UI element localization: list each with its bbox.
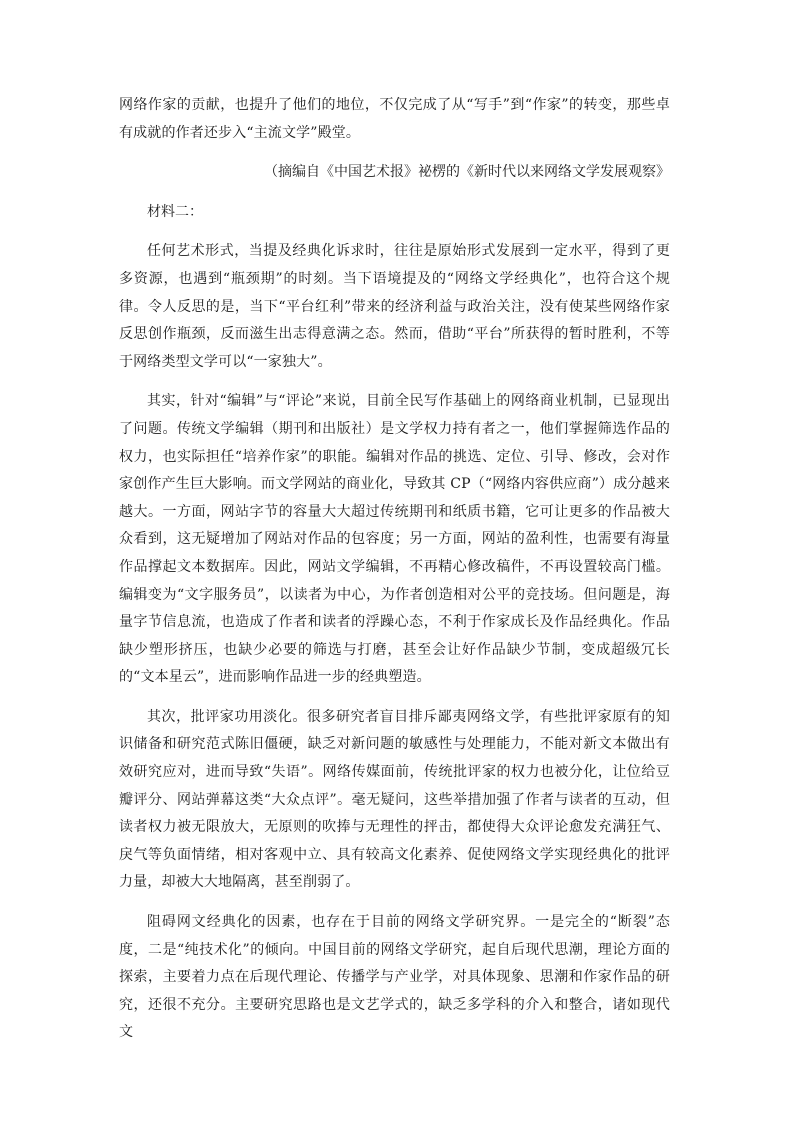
- document-page: [119, 92, 670, 1047]
- paragraph-3: 其实，针对“编辑”与“评论”来说，目前全民写作基础上的网络商业机制，已显现出了问题。传统文学编辑（期刊和出版社）是文学权力持有者之一，他们掌握筛选作品的权力，也实际担任“培养作家”的职能。编辑对作品的挑选、定位、引导、修改，会对作家创作产生巨大影响。而文学网站的商业化，导致其 CP（“网络内容供应商”）成分越来越大。一方面，网站字节的容量大大超过传统期刊和纸质书籍，它可让更多的作品被大众看到，这无疑增加了网站对作品的包容度；另一方面，网站的盈利性，也需要有海量作品撑起文本数据库。因此，网站文学编辑，不再精心修改稿件，不再设置较高门槛。编辑变为“文字服务员”，以读者为中心，为作者创造相对公平的竞技场。但问题是，海量字节信息流，也造成了作者和读者的浮躁心态，不利于作家成长及作品经典化。作品缺少塑形挤压，也缺少必要的筛选与打磨，甚至会让好作品缺少节制，变成超级冗长的“文本星云”，进而影响作品进一步的经典塑造。: [119, 393, 670, 686]
- paragraph-1: 网络作家的贡献，也提升了他们的地位，不仅完成了从“写手”到“作家”的转变，那些卓有成就的作者还步入“主流文学”殿堂。: [119, 97, 670, 141]
- paragraph-5: 阻碍网文经典化的因素，也存在于目前的网络文学研究界。一是完全的“断裂”态度，二是“纯技术化”的倾向。中国目前的网络文学研究，起自后现代思潮，理论方面的探索，主要着力点在后现代理论、传播学与产业学，对具体现象、思潮和作家作品的研究，还很不充分。主要研究思路也是文艺学式的，缺乏多学科的介入和整合，诸如现代文: [119, 914, 670, 1041]
- source-citation: （摘编自《中国艺术报》袐楞的《新时代以来网络文学发展观察》: [264, 164, 670, 181]
- paragraph-4: 其次，批评家功用淡化。很多研究者盲目排斥鄙夷网络文学，有些批评家原有的知识储备和研究范式陈旧僵硬，缺乏对新问题的敏感性与处理能力，不能对新文本做出有效研究应对，进而导致“失语”。网络传媒面前，传统批评家的权力也被分化，让位给豆瓣评分、网站弹幕这类“大众点评”。毫无疑问，这些举措加强了作者与读者的互动，但读者权力被无限放大，无原则的吹捧与无理性的抨击，都使得大众评论愈发充满狂气、戾气等负面情绪，相对客观中立、具有较高文化素养、促使网络文学实现经典化的批评力量，却被大大地隔离，甚至削弱了。: [119, 708, 670, 891]
- section-label: 材料二：: [147, 203, 203, 220]
- paragraph-2: 任何艺术形式，当提及经典化诉求时，往往是原始形式发展到一定水平，得到了更多资源，也遇到“瓶颈期”的时刻。当下语境提及的“网络文学经典化”，也符合这个规律。令人反思的是，当下“平台红利”带来的经济利益与政治关注，没有使某些网络作家反思创作瓶颈，反而滋生出志得意满之态。然而，借助“平台”所获得的暂时胜利，不等于网络类型文学可以“一家独大”。: [119, 243, 670, 370]
